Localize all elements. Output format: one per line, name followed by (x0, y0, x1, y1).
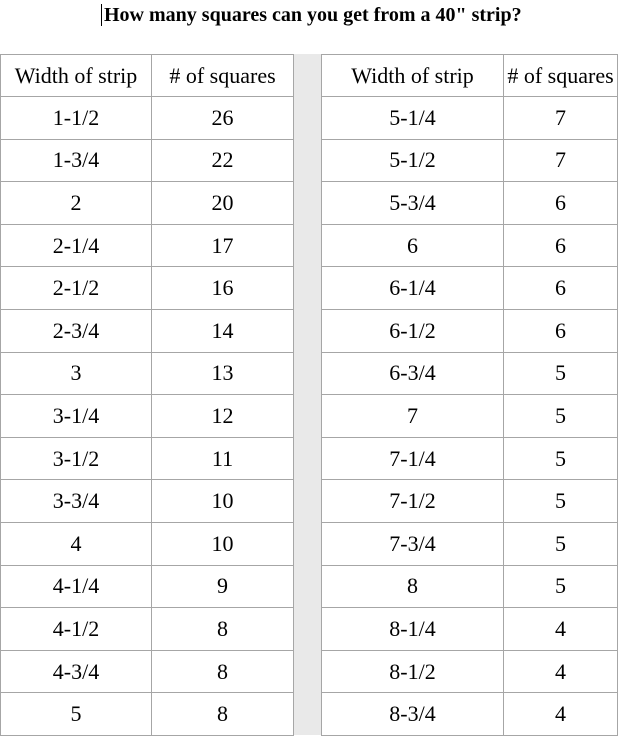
cell-count-left[interactable]: 20 (152, 182, 294, 225)
header-width-left[interactable]: Width of strip (1, 55, 152, 97)
column-gap (294, 693, 322, 736)
column-gap (294, 437, 322, 480)
column-gap (294, 55, 322, 97)
cell-width-right[interactable]: 6-3/4 (322, 352, 504, 395)
cell-count-right[interactable]: 5 (504, 395, 618, 438)
cell-width-right[interactable]: 6-1/4 (322, 267, 504, 310)
cell-width-right[interactable]: 8-1/4 (322, 608, 504, 651)
table-row (1, 267, 618, 310)
cell-width-left[interactable]: 2-1/2 (1, 267, 152, 310)
cell-count-left[interactable]: 8 (152, 608, 294, 651)
cell-width-left[interactable]: 2 (1, 182, 152, 225)
cell-width-right[interactable]: 5-1/2 (322, 139, 504, 182)
cell-width-left[interactable]: 1-1/2 (1, 97, 152, 140)
cell-width-left[interactable]: 4 (1, 522, 152, 565)
cell-count-right[interactable]: 4 (504, 693, 618, 736)
cell-width-right[interactable]: 8-1/2 (322, 650, 504, 693)
column-gap (294, 522, 322, 565)
table-row (1, 437, 618, 480)
cell-count-left[interactable]: 9 (152, 565, 294, 608)
table-row (1, 139, 618, 182)
cell-count-right[interactable]: 5 (504, 522, 618, 565)
cell-width-left[interactable]: 3-1/2 (1, 437, 152, 480)
header-count-left[interactable]: # of squares (152, 55, 294, 97)
cell-width-right[interactable]: 5-3/4 (322, 182, 504, 225)
cell-width-right[interactable]: 6-1/2 (322, 309, 504, 352)
column-gap (294, 224, 322, 267)
cell-count-right[interactable]: 7 (504, 139, 618, 182)
cell-count-right[interactable]: 6 (504, 309, 618, 352)
cell-width-left[interactable]: 4-1/4 (1, 565, 152, 608)
cell-width-right[interactable]: 8-3/4 (322, 693, 504, 736)
cell-count-right[interactable]: 6 (504, 224, 618, 267)
cell-count-right[interactable]: 6 (504, 267, 618, 310)
cell-count-left[interactable]: 12 (152, 395, 294, 438)
cell-width-right[interactable]: 5-1/4 (322, 97, 504, 140)
cell-width-right[interactable]: 7-1/4 (322, 437, 504, 480)
cell-count-right[interactable]: 5 (504, 437, 618, 480)
column-gap (294, 97, 322, 140)
cell-count-left[interactable]: 11 (152, 437, 294, 480)
table-body (1, 97, 618, 736)
column-gap (294, 565, 322, 608)
cell-width-left[interactable]: 4-3/4 (1, 650, 152, 693)
header-width-right[interactable]: Width of strip (322, 55, 504, 97)
table-row (1, 224, 618, 267)
cell-count-right[interactable]: 5 (504, 480, 618, 523)
cell-width-left[interactable]: 3-1/4 (1, 395, 152, 438)
cell-width-right[interactable]: 8 (322, 565, 504, 608)
column-gap (294, 182, 322, 225)
cell-width-left[interactable]: 5 (1, 693, 152, 736)
table-row (1, 352, 618, 395)
cell-count-right[interactable]: 6 (504, 182, 618, 225)
title-row (0, 0, 618, 30)
cell-count-right[interactable]: 7 (504, 97, 618, 140)
strip-squares-table (0, 54, 618, 736)
table-row (1, 480, 618, 523)
table-row (1, 395, 618, 438)
cell-width-left[interactable]: 1-3/4 (1, 139, 152, 182)
column-gap (294, 267, 322, 310)
header-count-right[interactable]: # of squares (504, 55, 618, 97)
cell-width-left[interactable]: 2-1/4 (1, 224, 152, 267)
cell-count-left[interactable]: 22 (152, 139, 294, 182)
cell-count-left[interactable]: 13 (152, 352, 294, 395)
cell-width-left[interactable]: 3 (1, 352, 152, 395)
cell-width-left[interactable]: 4-1/2 (1, 608, 152, 651)
cell-width-right[interactable]: 7-1/2 (322, 480, 504, 523)
column-gap (294, 608, 322, 651)
table-row (1, 309, 618, 352)
cell-count-left[interactable]: 17 (152, 224, 294, 267)
table-row (1, 650, 618, 693)
column-gap (294, 650, 322, 693)
column-gap (294, 352, 322, 395)
cell-count-left[interactable]: 14 (152, 309, 294, 352)
column-gap (294, 309, 322, 352)
table-row (1, 693, 618, 736)
cell-width-left[interactable]: 2-3/4 (1, 309, 152, 352)
cell-width-right[interactable]: 7 (322, 395, 504, 438)
cell-count-right[interactable]: 4 (504, 650, 618, 693)
text-cursor (101, 4, 102, 26)
table-row (1, 182, 618, 225)
cell-count-right[interactable]: 5 (504, 352, 618, 395)
cell-width-right[interactable]: 6 (322, 224, 504, 267)
cell-count-left[interactable]: 26 (152, 97, 294, 140)
cell-count-left[interactable]: 16 (152, 267, 294, 310)
cell-width-left[interactable]: 3-3/4 (1, 480, 152, 523)
cell-count-left[interactable]: 10 (152, 480, 294, 523)
table-header-row (1, 55, 618, 97)
table-row (1, 565, 618, 608)
column-gap (294, 139, 322, 182)
cell-count-right[interactable]: 4 (504, 608, 618, 651)
table-row (1, 608, 618, 651)
column-gap (294, 395, 322, 438)
table-row (1, 522, 618, 565)
column-gap (294, 480, 322, 523)
cell-count-left[interactable]: 8 (152, 693, 294, 736)
cell-count-right[interactable]: 5 (504, 565, 618, 608)
document-title[interactable]: How many squares can you get from a 40" strip? (104, 4, 522, 26)
cell-width-right[interactable]: 7-3/4 (322, 522, 504, 565)
cell-count-left[interactable]: 10 (152, 522, 294, 565)
table-row (1, 97, 618, 140)
cell-count-left[interactable]: 8 (152, 650, 294, 693)
